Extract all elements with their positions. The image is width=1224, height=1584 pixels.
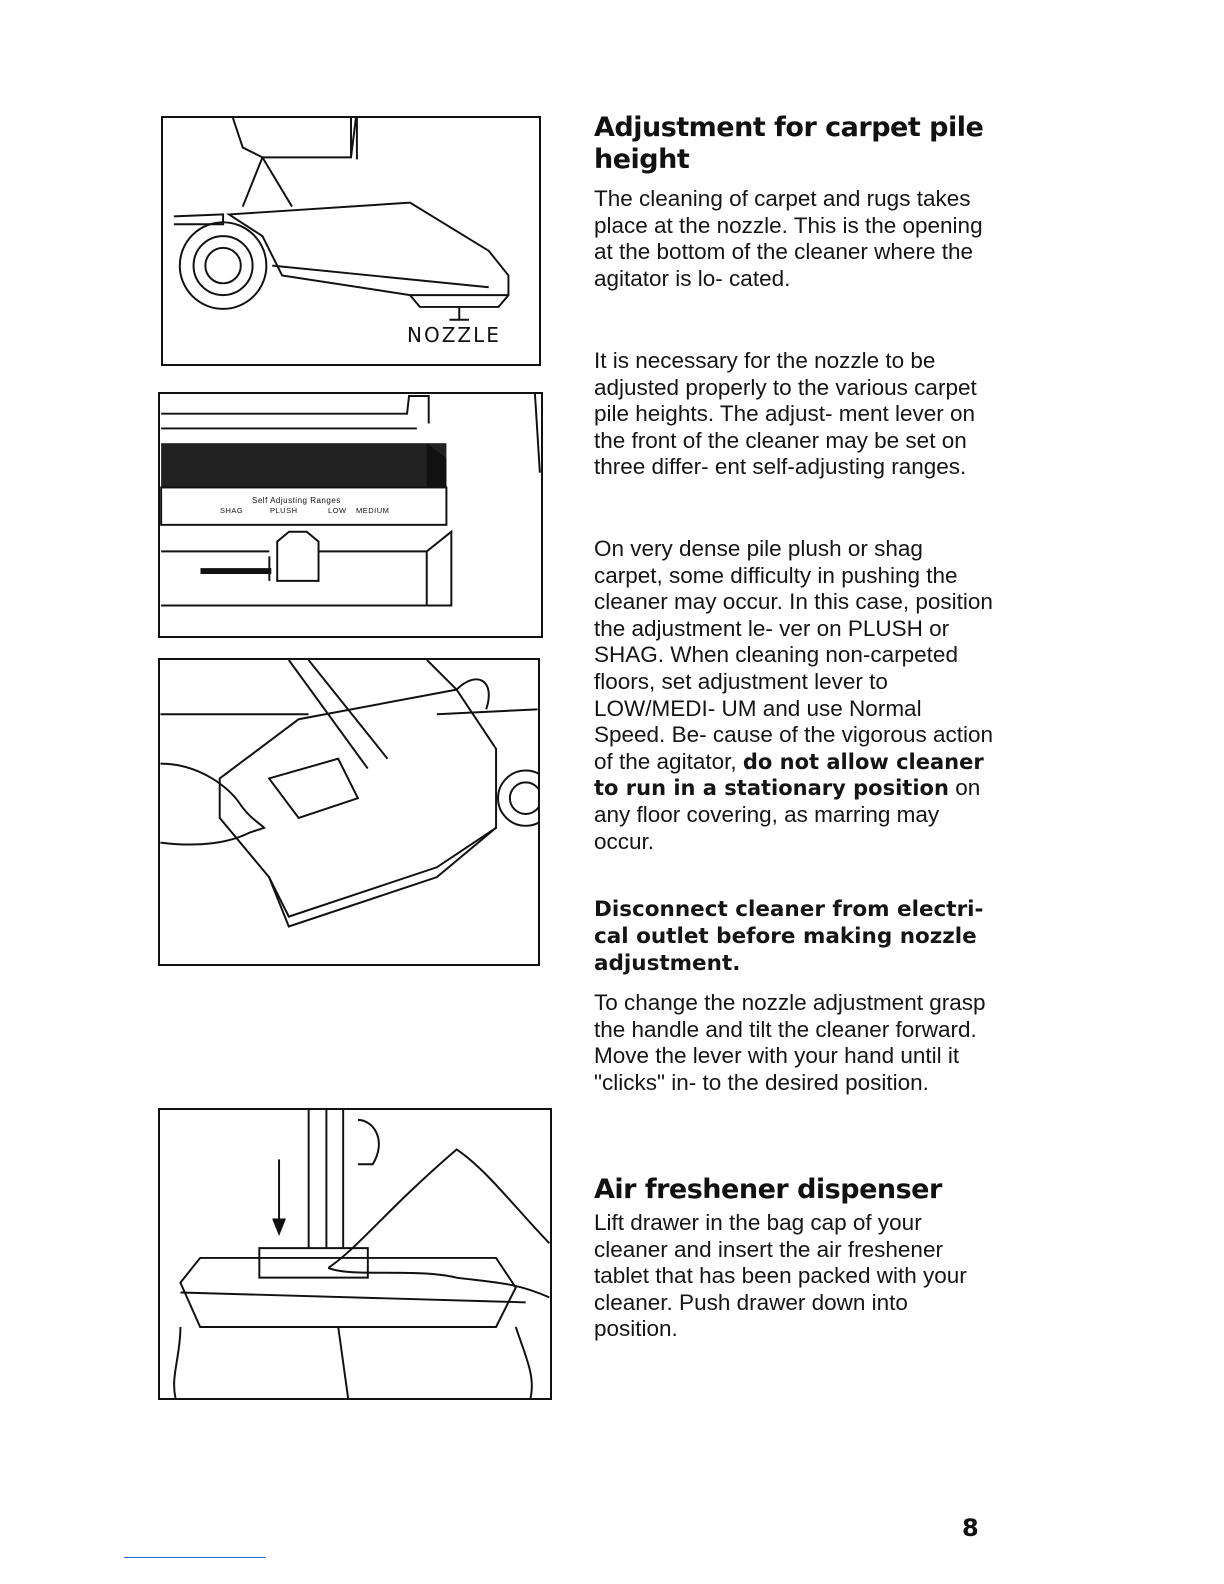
nozzle-illustration [161,116,541,366]
air-freshener-drawer-illustration [158,1108,552,1400]
page-number: 8 [962,1514,979,1542]
panel-title: Self Adjusting Ranges [252,496,341,505]
adjustment-panel-illustration [158,392,543,638]
paragraph-air-freshener: Lift drawer in the bag cap of your cleaner and insert the air freshener tablet that has been packed with your cleaner. Push drawer down into position. [594,1210,967,1342]
paragraph-dense-pile [594,536,994,855]
dense-pile-text-end: on any floor covering, as marring may occur. [594,775,981,854]
range-low: LOW [328,506,347,515]
range-plush: PLUSH [270,506,298,515]
stationary-warning: do not allow cleaner to run in a stationary position [594,749,984,801]
dense-pile-text-start: On very dense pile plush or shag carpet, some difficulty in pushing the cleaner may occur. In this case, position the adjustment le- ver on PLUSH or SHAG. When cleaning non-carpeted floors, set adjustment lever to LOW/MEDI- UM and use Normal Speed. Be- cause of the vigorous action of the agitator, [594,536,994,774]
paragraph-adjustment-ranges: It is necessary for the nozzle to be adjusted properly to the various carpet pile heights. The adjust- ment lever on the front of the cleaner may be set on three differ- ent self-adjusting ranges. [594,348,977,480]
paragraph-nozzle-intro: The cleaning of carpet and rugs takes place at the nozzle. This is the opening at the bottom of the cleaner where the agitator is lo- cated. [594,186,983,291]
range-shag: SHAG [220,506,244,515]
nozzle-label: NOZZLE [407,323,501,347]
range-medium: MEDIUM [356,506,390,515]
hand-adjusting-lever-illustration [158,658,540,966]
heading-air-freshener: Air freshener dispenser [594,1174,942,1205]
bag-cap-drawing [160,1110,550,1398]
disconnect-warning: Disconnect cleaner from electri- cal outlet before making nozzle adjustment. [594,897,984,976]
adjustment-lever-drawing [160,394,541,636]
hand-lever-drawing [160,660,538,964]
footer-rule [124,1557,266,1558]
paragraph-change-nozzle: To change the nozzle adjustment grasp the handle and tilt the cleaner forward. Move the lever with your hand until it "clicks" in- to the desired position. [594,990,986,1095]
heading-carpet-pile-height: Adjustment for carpet pile height [594,112,984,175]
